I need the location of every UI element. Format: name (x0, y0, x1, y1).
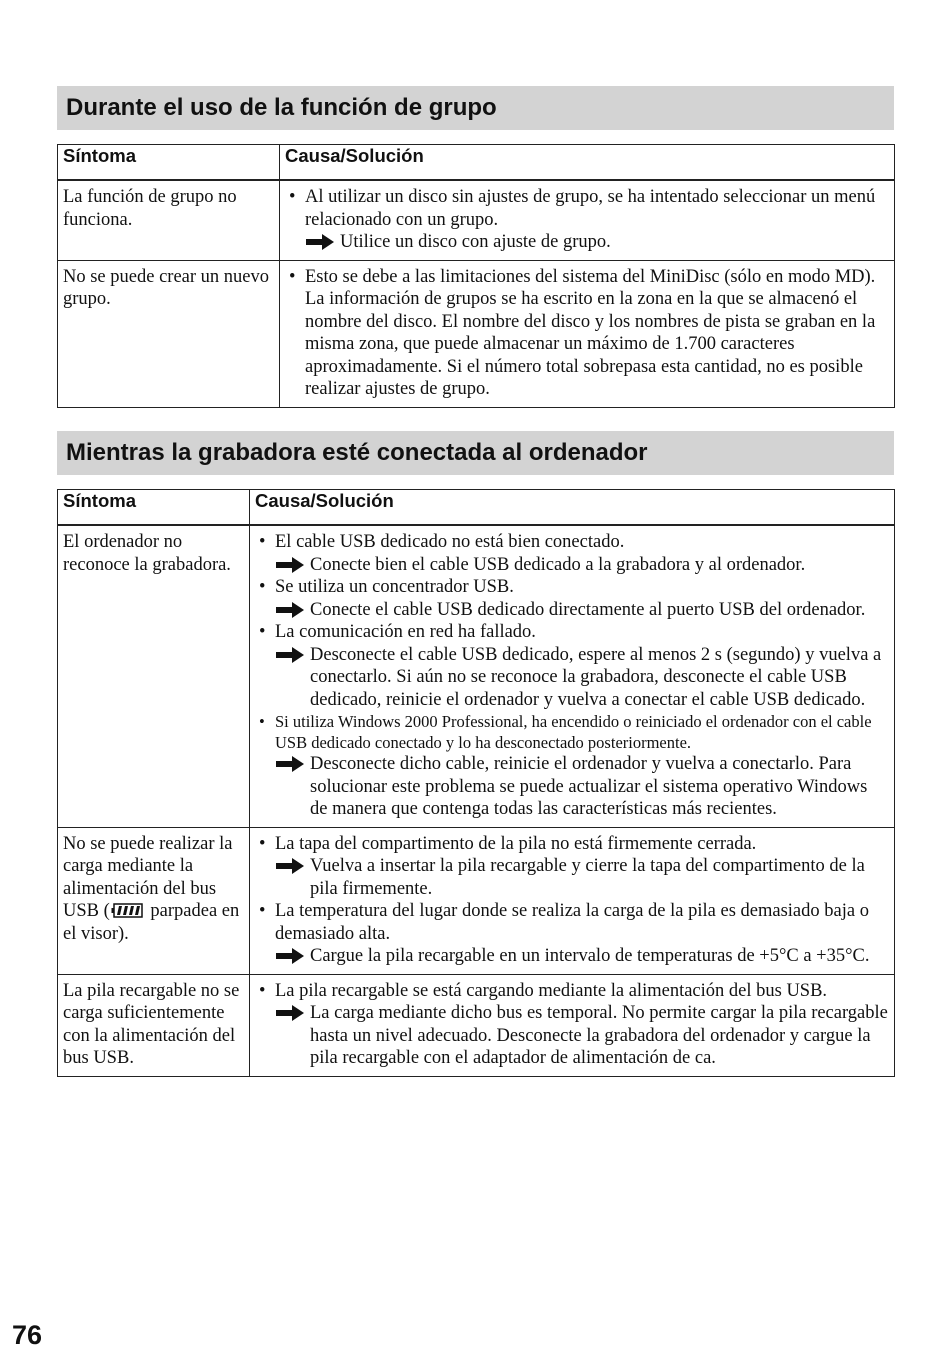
table-row (58, 180, 895, 260)
solution-item (255, 1002, 889, 1070)
solution-text: Vuelva a insertar la pila recargable y cierre la tapa del compartimento de la pila firmemente. (310, 856, 865, 899)
arrow-right-icon (275, 755, 305, 773)
page-number: 76 (12, 1320, 43, 1350)
solution-text: Desconecte dicho cable, reinicie el ordenador y vuelva a conectarlo. Para solucionar este problema se puede actualizar el sistema operativo Windows de manera que contenga todas las características más recientes. (310, 754, 868, 819)
arrow-right-icon (275, 857, 305, 875)
arrow-right-icon (275, 947, 305, 965)
solution-text: Desconecte el cable USB dedicado, espere al menos 2 s (segundo) y vuelva a conectarlo. Si aún no se reconoce la grabadora, desconecte el cable USB dedicado, reinicie el ordenador y vuelva a conectar el cable USB dedicado. (310, 644, 882, 710)
arrow-right-icon (275, 556, 305, 574)
table-row (58, 525, 895, 827)
solution-item (255, 644, 889, 712)
arrow-right-icon (275, 1004, 305, 1022)
solution-item (285, 231, 889, 254)
cause-solution-cell (280, 260, 895, 407)
symptom-cell: La función de grupo no funciona. (58, 180, 280, 260)
solution-item (255, 599, 889, 622)
cause-bullet: • La comunicación en red ha fallado. (255, 621, 889, 644)
cause-bullet: • La pila recargable se está cargando mediante la alimentación del bus USB. (255, 980, 889, 1003)
cause-solution-cell (250, 525, 895, 827)
battery-full-icon (111, 902, 145, 919)
solution-text: Utilice un disco con ajuste de grupo. (340, 232, 611, 252)
cause-bullet: • La temperatura del lugar donde se realiza la carga de la pila es demasiado baja o demasiado alta. (255, 900, 889, 945)
column-header-symptom: Síntoma (58, 490, 250, 526)
cause-solution-cell (280, 180, 895, 260)
cause-bullet: • El cable USB dedicado no está bien conectado. (255, 531, 889, 554)
troubleshooting-table-group (57, 144, 895, 408)
arrow-right-icon (275, 646, 305, 664)
solution-item (255, 554, 889, 577)
solution-text: Cargue la pila recargable en un intervalo de temperaturas de +5°C a +35°C. (310, 946, 870, 966)
section-title-group-function: Durante el uso de la función de grupo (57, 86, 894, 130)
table-row (58, 827, 895, 974)
table-row (58, 974, 895, 1076)
symptom-cell: La pila recargable no se carga suficientemente con la alimentación del bus USB. (58, 974, 250, 1076)
cause-solution-cell (250, 827, 895, 974)
cause-solution-cell (250, 974, 895, 1076)
solution-text: Conecte bien el cable USB dedicado a la grabadora y al ordenador. (310, 554, 806, 575)
symptom-text: No se puede realizar la carga mediante la alimentación del bus USB ( (63, 833, 233, 921)
column-header-cause: Causa/Solución (280, 145, 895, 181)
column-header-cause: Causa/Solución (250, 490, 895, 526)
arrow-right-icon (305, 233, 335, 251)
arrow-right-icon (275, 601, 305, 619)
solution-item (255, 855, 889, 900)
cause-bullet: • Si utiliza Windows 2000 Professional, ha encendido o reiniciado el ordenador con el cable USB dedicado conectado y lo ha desconectado posteriormente. (255, 711, 889, 753)
solution-text: La carga mediante dicho bus es temporal. No permite cargar la pila recargable hasta un nivel adecuado. Desconecte la grabadora del ordenador y cargue la pila recargable con el adaptador de alimentación de ca. (310, 1003, 888, 1068)
table-row (58, 260, 895, 407)
symptom-cell: No se puede crear un nuevo grupo. (58, 260, 280, 407)
troubleshooting-table-computer (57, 489, 895, 1077)
solution-text: Conecte el cable USB dedicado directamente al puerto USB del ordenador. (310, 599, 866, 620)
cause-bullet: • Se utiliza un concentrador USB. (255, 576, 889, 599)
symptom-text: parpadea en el visor). (63, 901, 240, 944)
symptom-cell: El ordenador no reconoce la grabadora. (58, 525, 250, 827)
cause-bullet: • Esto se debe a las limitaciones del sistema del MiniDisc (sólo en modo MD). La información de grupos se ha escrito en la zona en la que se almacenó el nombre del disco. El nombre del disco y los nombres de pista se graban en la misma zona, que puede almacenar un máximo de 1.700 caracteres aproximadamente. Si el número total sobrepasa esta cantidad, no es posible realizar ajustes de grupo. (285, 266, 889, 401)
column-header-symptom: Síntoma (58, 145, 280, 181)
symptom-cell (58, 827, 250, 974)
cause-bullet: • Al utilizar un disco sin ajustes de grupo, se ha intentado seleccionar un menú relacionado con un grupo. (285, 186, 889, 231)
solution-item (255, 753, 889, 821)
cause-bullet: • La tapa del compartimento de la pila no está firmemente cerrada. (255, 833, 889, 856)
section-title-computer-connection: Mientras la grabadora esté conectada al ordenador (57, 431, 894, 475)
solution-item (255, 945, 889, 968)
